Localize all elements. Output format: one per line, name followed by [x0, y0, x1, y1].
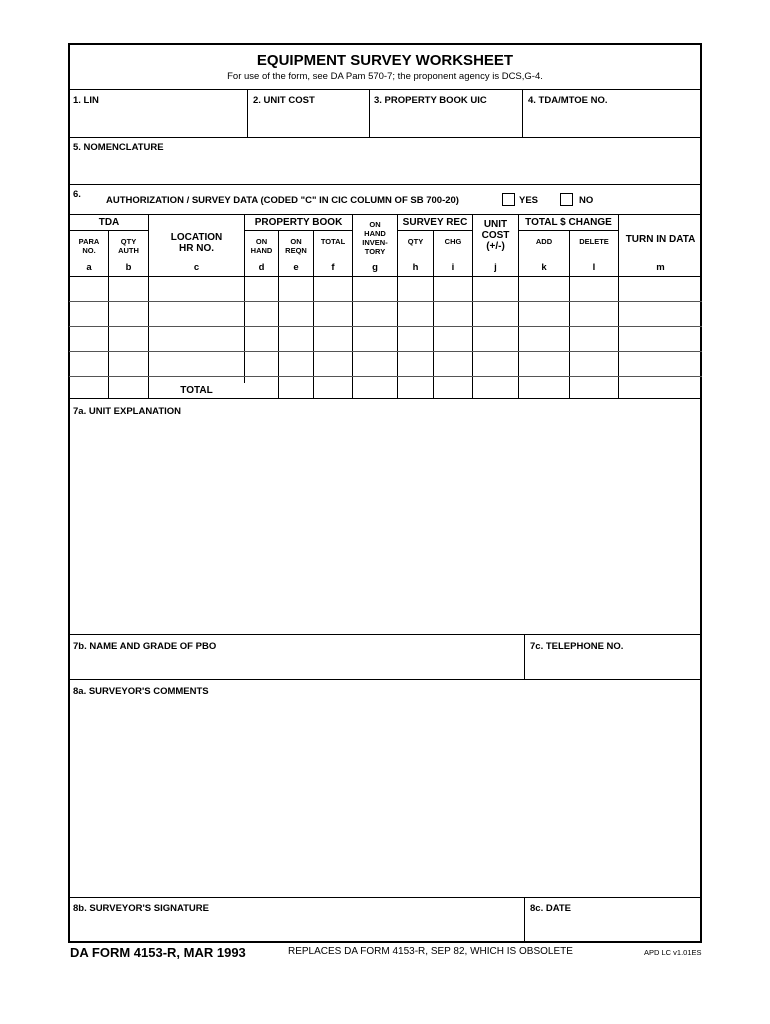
divider-row1-b [369, 90, 370, 137]
no-label: NO [579, 195, 594, 206]
table-row[interactable] [70, 327, 702, 351]
nomenclature-label: 5. NOMENCLATURE [73, 142, 164, 153]
para-no-header-line2: NO. [82, 246, 96, 255]
lin-label: 1. LIN [73, 95, 99, 106]
unit-cost-label: 2. UNIT COST [253, 95, 315, 106]
rule-7b-bottom [69, 679, 702, 680]
nomenclature-field[interactable] [70, 156, 700, 183]
col-letter-g: g [372, 262, 378, 273]
divider-8b-8c [524, 898, 525, 941]
location-header-line1: LOCATION [170, 232, 223, 243]
on-reqn-header-line2: REQN [285, 246, 307, 255]
chg-header: CHG [444, 237, 462, 246]
surveyor-signature-label: 8b. SURVEYOR'S SIGNATURE [73, 903, 209, 914]
col-letter-a: a [86, 262, 92, 273]
yes-checkbox[interactable] [502, 193, 515, 206]
survey-rec-group-header: SURVEY REC [402, 217, 468, 228]
qty-auth-header [109, 237, 148, 255]
table-row[interactable] [70, 302, 702, 326]
qty-auth-header-line1: QTY [120, 237, 137, 246]
tda-group-rule [69, 230, 148, 231]
pbo-name-label: 7b. NAME AND GRADE OF PBO [73, 641, 217, 652]
table-row[interactable] [70, 352, 702, 376]
telephone-field[interactable] [526, 654, 700, 678]
rule-row6 [69, 214, 702, 215]
total-change-group-header: TOTAL $ CHANGE [525, 217, 612, 228]
form-number: DA FORM 4153-R, MAR 1993 [70, 945, 246, 960]
on-hand-header-line2: HAND [250, 246, 273, 255]
property-book-group-header: PROPERTY BOOK [254, 217, 343, 228]
form-header [70, 45, 700, 90]
col-letter-h: h [412, 262, 419, 273]
survey-rec-group-rule [397, 230, 472, 231]
tda-mtoe-label: 4. TDA/MTOE NO. [528, 95, 608, 106]
surveyor-signature-field[interactable] [70, 916, 523, 940]
tda-group-header: TDA [98, 217, 120, 228]
version-label: APD LC v1.01ES [644, 948, 702, 957]
on-reqn-header-line1: ON [290, 237, 302, 246]
qty-auth-header-line2: AUTH [118, 246, 139, 255]
inventory-header-line2: HAND [364, 229, 386, 238]
tda-mtoe-field[interactable] [524, 108, 700, 136]
rule-7a-bottom [69, 634, 702, 635]
on-hand-inventory-header [353, 220, 397, 256]
inventory-header-line1: ON [369, 220, 381, 229]
qty-header: QTY [407, 237, 424, 246]
para-no-header-line1: PARA [78, 237, 100, 246]
table-row[interactable] [70, 277, 702, 301]
surveyor-comments-label: 8a. SURVEYOR'S COMMENTS [73, 686, 209, 697]
item6-number: 6. [73, 189, 81, 200]
property-book-uic-label: 3. PROPERTY BOOK UIC [374, 95, 487, 106]
date-label: 8c. DATE [530, 903, 572, 914]
unit-cost-header [473, 219, 518, 252]
col-letter-j: j [494, 262, 497, 273]
unit-cost-header-line2: COST [481, 230, 510, 241]
divider-row1-a [247, 90, 248, 137]
total-change-group-rule [518, 230, 618, 231]
on-reqn-header [279, 237, 313, 255]
location-header [149, 232, 244, 254]
telephone-label: 7c. TELEPHONE NO. [530, 641, 624, 652]
rule-header [69, 89, 702, 90]
no-checkbox[interactable] [560, 193, 573, 206]
on-hand-header [245, 237, 278, 255]
col-letter-b: b [125, 262, 132, 273]
unit-cost-header-line3: (+/-) [486, 241, 505, 252]
rule-row1 [69, 137, 702, 138]
inventory-header-line4: TORY [364, 247, 386, 256]
location-header-line2: HR NO. [179, 243, 214, 254]
property-book-group-rule [244, 230, 352, 231]
unit-cost-field[interactable] [249, 108, 368, 136]
col-letter-c: c [193, 262, 200, 273]
add-header: ADD [535, 237, 553, 246]
divider-7b-7c [524, 635, 525, 679]
rule-row5 [69, 184, 702, 185]
unit-explanation-field[interactable] [70, 420, 700, 632]
col-letter-e: e [293, 262, 299, 273]
property-book-uic-field[interactable] [371, 108, 521, 136]
rule-table-bottom [69, 398, 702, 399]
unit-explanation-label: 7a. UNIT EXPLANATION [73, 406, 182, 417]
lin-field[interactable] [70, 108, 246, 136]
col-letter-m: m [656, 262, 665, 273]
table-total-row[interactable] [245, 377, 702, 398]
replaces-notice: REPLACES DA FORM 4153-R, SEP 82, WHICH IS OBSOLETE [288, 946, 573, 957]
delete-header: DELETE [579, 237, 609, 246]
col-letter-f: f [331, 262, 335, 273]
form-title: EQUIPMENT SURVEY WORKSHEET [256, 52, 514, 69]
inventory-header-line3: INVEN- [362, 238, 388, 247]
col-letter-k: k [541, 262, 547, 273]
yes-label: YES [519, 195, 539, 206]
pbo-name-field[interactable] [70, 654, 523, 678]
unit-cost-header-line1: UNIT [483, 219, 508, 230]
surveyor-comments-field[interactable] [70, 700, 700, 895]
total-header: TOTAL [320, 237, 346, 246]
turn-in-data-header: TURN IN DATA [625, 234, 696, 245]
total-row-label: TOTAL [180, 385, 213, 396]
divider-row1-c [522, 90, 523, 137]
date-field[interactable] [526, 916, 700, 940]
authorization-label: AUTHORIZATION / SURVEY DATA (CODED "C" IN CIC COLUMN OF SB 700-20) [106, 195, 459, 206]
rule-8a-bottom [69, 897, 702, 898]
col-letter-i: i [451, 262, 455, 273]
on-hand-header-line1: ON [255, 237, 268, 246]
col-letter-d: d [258, 262, 265, 273]
form-subtitle: For use of the form, see DA Pam 570-7; the proponent agency is DCS,G-4. [227, 71, 543, 82]
col-letter-l: l [592, 262, 596, 273]
para-no-header [70, 237, 108, 255]
